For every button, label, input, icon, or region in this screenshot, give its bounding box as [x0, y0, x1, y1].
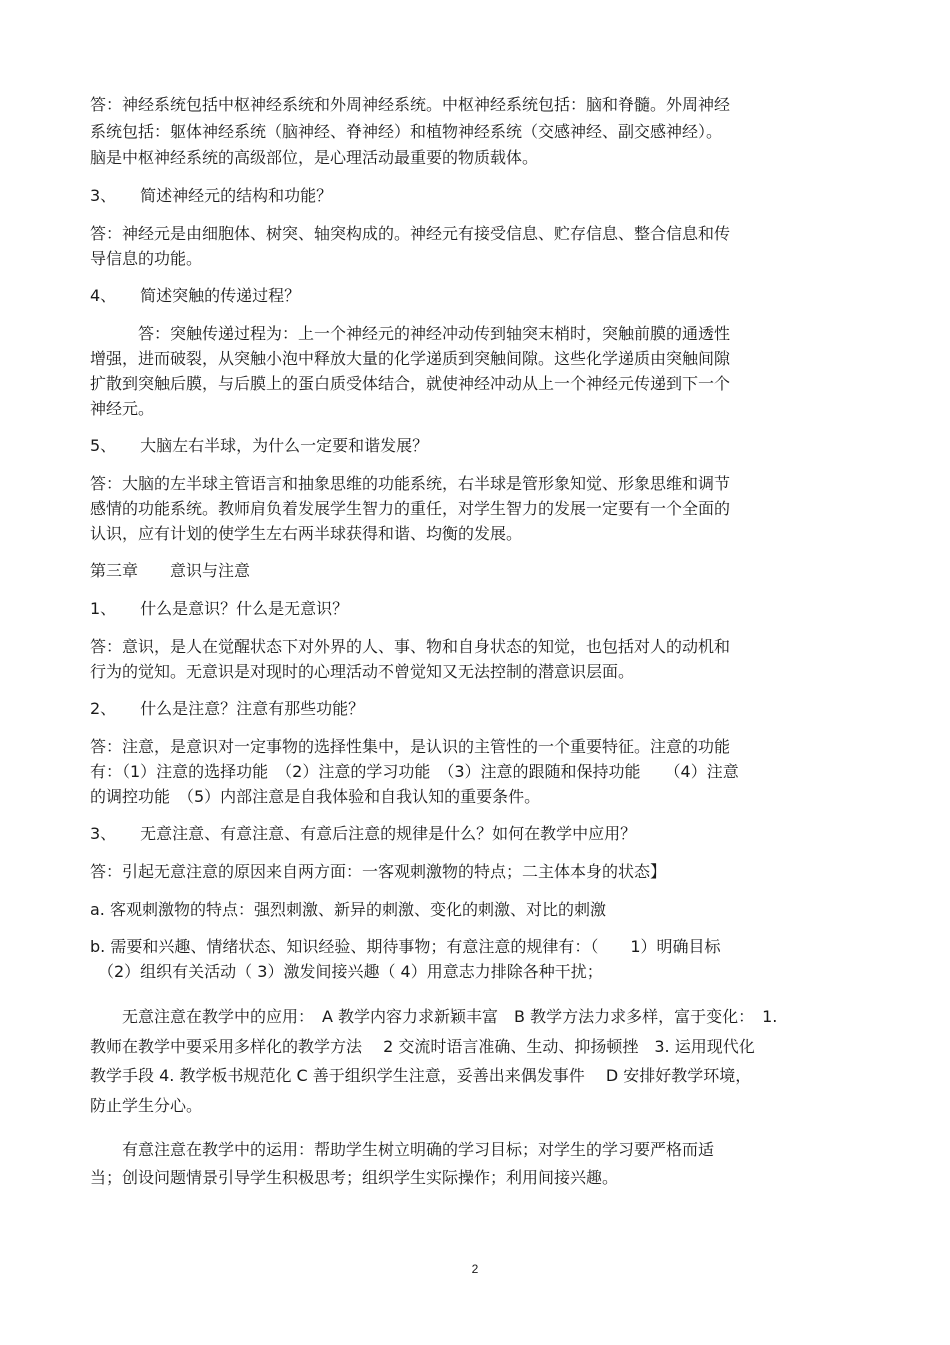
- question-heading: 3、 简述神经元的结构和功能？: [90, 186, 333, 205]
- text-line: 认识，应有计划的使学生左右两半球获得和谐、均衡的发展。: [90, 524, 523, 543]
- text-line: 答：意识，是人在觉醒状态下对外界的人、事、物和自身状态的知觉，也包括对人的动机和: [90, 637, 731, 656]
- text-line: 答：突触传递过程为：上一个神经元的神经冲动传到轴突末梢时，突触前膜的通透性: [90, 324, 731, 343]
- text-line: 教师在教学中要采用多样化的教学方法 2 交流时语言准确、生动、抑扬顿挫 3. 运用现代化: [90, 1037, 755, 1056]
- question-heading: 3、 无意注意、有意注意、有意后注意的规律是什么？如何在教学中应用？: [90, 824, 637, 843]
- text-line: （2）组织有关活动（ 3）激发间接兴趣（ 4）用意志力排除各种干扰；: [90, 962, 603, 981]
- chapter-heading: 第三章 意识与注意: [90, 561, 251, 580]
- text-line: 有：（1）注意的选择功能 （2）注意的学习功能 （3）注意的跟随和保持功能 （4）注意: [90, 762, 739, 781]
- text-line: 教学手段 4. 教学板书规范化 C 善于组织学生注意，妥善出来偶发事件 D 安排好教学环境，: [90, 1066, 752, 1085]
- text-line: 答：神经元是由细胞体、树突、轴突构成的。神经元有接受信息、贮存信息、整合信息和传: [90, 224, 731, 243]
- text-line: 导信息的功能。: [90, 249, 203, 268]
- text-line: 脑是中枢神经系统的高级部位，是心理活动最重要的物质载体。: [90, 148, 539, 167]
- text-line: 答：大脑的左半球主管语言和抽象思维的功能系统，右半球是管形象知觉、形象思维和调节: [90, 474, 731, 493]
- text-line: 增强，进而破裂，从突触小泡中释放大量的化学递质到突触间隙。这些化学递质由突触间隙: [90, 349, 731, 368]
- question-heading: 4、 简述突触的传递过程？: [90, 286, 301, 305]
- question-heading: 2、 什么是注意？注意有那些功能？: [90, 699, 365, 718]
- text-line: 当；创设问题情景引导学生积极思考；组织学生实际操作；利用间接兴趣。: [90, 1168, 619, 1187]
- text-line: 防止学生分心。: [90, 1096, 203, 1115]
- text-line: 神经元。: [90, 399, 155, 418]
- text-line: 无意注意在教学中的应用： A 教学内容力求新颖丰富 B 教学方法力求多样，富于变化： 1.: [90, 1007, 778, 1026]
- text-line: 扩散到突触后膜，与后膜上的蛋白质受体结合，就使神经冲动从上一个神经元传递到下一个: [90, 374, 731, 393]
- page-number: 2: [471, 1262, 479, 1276]
- list-item-a: a. 客观刺激物的特点：强烈刺激、新异的刺激、变化的刺激、对比的刺激: [90, 900, 606, 919]
- text-line: 行为的觉知。无意识是对现时的心理活动不曾觉知又无法控制的潜意识层面。: [90, 662, 635, 681]
- text-line: 答：神经系统包括中枢神经系统和外周神经系统。中枢神经系统包括：脑和脊髓。外周神经: [90, 95, 731, 114]
- question-heading: 1、 什么是意识？什么是无意识？: [90, 599, 349, 618]
- question-heading: 5、 大脑左右半球，为什么一定要和谐发展？: [90, 436, 429, 455]
- list-item-b: b. 需要和兴趣、情绪状态、知识经验、期待事物；有意注意的规律有：（ 1）明确目标: [90, 937, 721, 956]
- text-line: 系统包括：躯体神经系统（脑神经、脊神经）和植物神经系统（交感神经、副交感神经）。: [90, 122, 723, 141]
- text-line: 感情的功能系统。教师肩负着发展学生智力的重任，对学生智力的发展一定要有一个全面的: [90, 499, 731, 518]
- text-line: 答：注意，是意识对一定事物的选择性集中，是认识的主管性的一个重要特征。注意的功能: [90, 737, 731, 756]
- text-line: 有意注意在教学中的运用：帮助学生树立明确的学习目标；对学生的学习要严格而适: [90, 1140, 715, 1159]
- text-line: 答：引起无意注意的原因来自两方面：一客观刺激物的特点；二主体本身的状态】: [90, 862, 667, 881]
- text-line: 的调控功能 （5）内部注意是自我体验和自我认知的重要条件。: [90, 787, 541, 806]
